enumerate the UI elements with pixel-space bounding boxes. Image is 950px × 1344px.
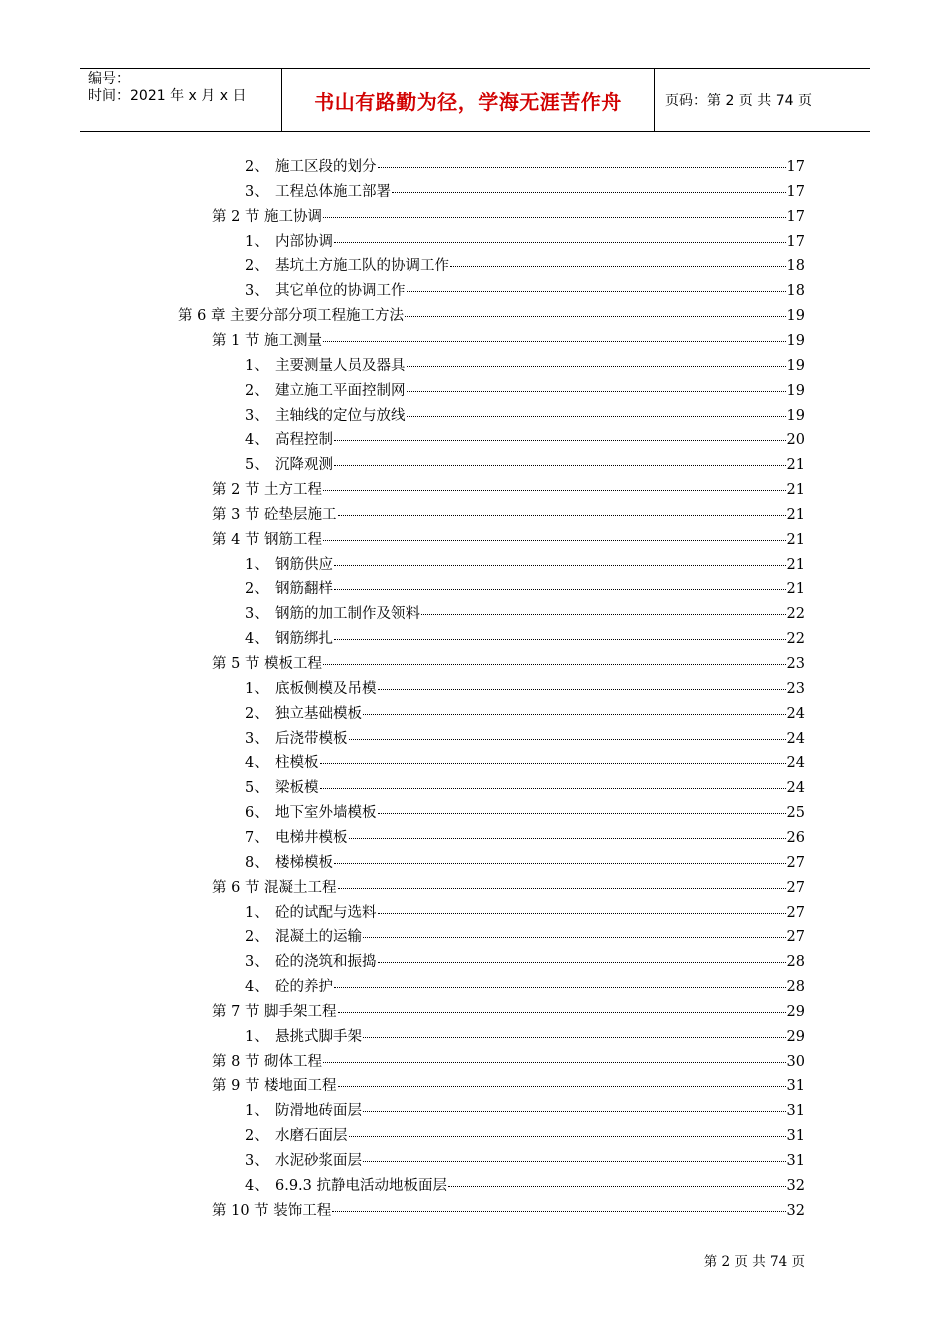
dot-leader	[405, 316, 785, 317]
toc-entry-title: 钢筋翻样	[275, 581, 333, 598]
toc-entry[interactable]	[212, 652, 805, 677]
toc-entry-page: 24	[786, 780, 805, 797]
toc-entry-page: 22	[786, 631, 805, 648]
toc-entry-title: 第 3 节 砼垫层施工	[212, 506, 337, 523]
toc-entry-number: 3、	[245, 407, 269, 424]
dot-leader	[320, 763, 786, 764]
toc-entry-number: 4、	[245, 979, 269, 996]
toc-entry-page: 17	[786, 233, 805, 250]
toc-entry-number: 1、	[245, 680, 269, 697]
dot-leader	[378, 962, 786, 963]
toc-entry-title: 6.9.3 抗静电活动地板面层	[275, 1177, 448, 1194]
page-footer: 第 2 页 共 74 页	[703, 1254, 805, 1270]
toc-entry-title: 电梯井模板	[275, 829, 348, 846]
dot-leader	[334, 565, 786, 566]
toc-entry-number: 1、	[245, 1103, 269, 1120]
toc-entry-page: 24	[786, 705, 805, 722]
toc-entry-title: 第 7 节 脚手架工程	[212, 1003, 337, 1020]
dot-leader	[334, 987, 786, 988]
toc-entry-page: 28	[786, 954, 805, 971]
toc-entry-title: 基坑土方施工队的协调工作	[275, 258, 449, 275]
toc-entry-page: 23	[786, 656, 805, 672]
toc-entry[interactable]	[212, 1074, 805, 1099]
toc-entry-page: 18	[786, 258, 805, 275]
toc-entry-page: 19	[786, 357, 805, 374]
toc-entry[interactable]	[245, 354, 805, 379]
toc-entry[interactable]	[245, 404, 805, 429]
toc-entry-page: 22	[786, 606, 805, 623]
dot-leader	[338, 515, 786, 516]
dot-leader	[378, 167, 786, 168]
toc-entry-number: 3、	[245, 954, 269, 971]
toc-entry-number: 1、	[245, 556, 269, 573]
toc-entry[interactable]	[212, 876, 805, 901]
toc-entry-number: 8、	[245, 854, 269, 871]
toc-entry-number: 3、	[245, 183, 269, 200]
toc-entry-number: 3、	[245, 606, 269, 623]
toc-entry[interactable]	[245, 279, 805, 304]
toc-entry[interactable]	[245, 453, 805, 478]
toc-entry-page: 32	[786, 1202, 805, 1219]
dot-leader	[363, 1161, 786, 1162]
toc-entry[interactable]	[245, 826, 805, 851]
toc-entry-number: 5、	[245, 457, 269, 474]
toc-entry-title: 柱模板	[275, 755, 319, 772]
toc-entry-page: 21	[786, 457, 805, 474]
toc-entry-page: 27	[786, 929, 805, 946]
toc-entry-page: 17	[786, 208, 805, 225]
toc-entry[interactable]	[245, 1174, 805, 1199]
toc-entry-number: 1、	[245, 357, 269, 374]
toc-entry-title: 钢筋供应	[275, 556, 333, 573]
toc-entry-number: 2、	[245, 581, 269, 598]
toc-entry[interactable]	[212, 205, 805, 230]
toc-entry[interactable]	[245, 155, 805, 180]
dot-leader	[392, 192, 786, 193]
toc-entry-title: 第 2 节 土方工程	[212, 482, 323, 499]
toc-entry-page: 31	[786, 1128, 805, 1145]
dot-leader	[421, 614, 786, 615]
toc-entry-page: 31	[786, 1153, 805, 1169]
dot-leader	[349, 1136, 786, 1137]
toc-entry[interactable]	[245, 677, 805, 702]
header-motto: 书山有路勤为径，学海无涯苦作舟	[282, 69, 655, 131]
toc-entry-page: 19	[786, 332, 805, 349]
toc-entry[interactable]	[245, 577, 805, 602]
toc-entry[interactable]	[212, 528, 805, 553]
toc-entry-title: 施工区段的划分	[275, 159, 377, 175]
toc-entry-title: 主要测量人员及器具	[275, 357, 406, 374]
toc-entry-title: 水泥砂浆面层	[275, 1153, 362, 1169]
toc-entry[interactable]	[212, 1050, 805, 1075]
toc-entry-title: 第 6 节 混凝土工程	[212, 879, 337, 896]
dot-leader	[323, 540, 785, 541]
toc-entry-page: 25	[786, 805, 805, 822]
toc-entry-page: 31	[786, 1103, 805, 1120]
toc-entry-title: 第 1 节 施工测量	[212, 332, 323, 349]
toc-entry-title: 水磨石面层	[275, 1128, 348, 1145]
toc-entry-title: 第 9 节 楼地面工程	[212, 1078, 337, 1095]
toc-entry-page: 21	[786, 506, 805, 523]
toc-entry-title: 独立基础模板	[275, 705, 362, 722]
toc-entry[interactable]	[245, 379, 805, 404]
toc-entry-number: 4、	[245, 631, 269, 648]
toc-entry-title: 砼的养护	[275, 979, 333, 996]
toc-entry[interactable]	[212, 1199, 805, 1224]
dot-leader	[363, 937, 786, 938]
toc-entry-page: 30	[786, 1053, 805, 1070]
dot-leader	[320, 788, 786, 789]
toc-entry-title: 第 5 节 模板工程	[212, 656, 323, 672]
time-label: 时间：2021 年 x 月 x 日	[88, 88, 247, 104]
toc-entry-number: 3、	[245, 730, 269, 747]
dot-leader	[323, 664, 785, 665]
toc-entry-title: 第 4 节 钢筋工程	[212, 531, 323, 548]
toc-entry-title: 第 2 节 施工协调	[212, 208, 323, 225]
toc-entry-page: 19	[786, 407, 805, 424]
dot-leader	[334, 465, 786, 466]
dot-leader	[378, 913, 786, 914]
dot-leader	[334, 242, 786, 243]
toc-entry[interactable]	[212, 503, 805, 528]
dot-leader	[332, 1211, 785, 1212]
toc-entry-page: 24	[786, 730, 805, 747]
toc-entry-page: 27	[786, 854, 805, 871]
toc-entry-title: 防滑地砖面层	[275, 1103, 362, 1120]
dot-leader	[349, 838, 786, 839]
toc-entry-number: 2、	[245, 159, 269, 175]
toc-entry-title: 楼梯模板	[275, 854, 333, 871]
dot-leader	[407, 291, 786, 292]
toc-entry[interactable]	[245, 727, 805, 752]
toc-entry-number: 4、	[245, 1177, 269, 1194]
toc-entry-page: 19	[786, 308, 805, 325]
toc-entry[interactable]	[245, 925, 805, 950]
toc-entry-page: 21	[786, 482, 805, 499]
dot-leader	[323, 490, 785, 491]
toc-entry-number: 6、	[245, 805, 269, 822]
toc-entry-title: 第 6 章 主要分部分项工程施工方法	[178, 308, 405, 325]
toc-entry-page: 32	[786, 1177, 805, 1194]
toc-entry-title: 钢筋的加工制作及领料	[275, 606, 420, 623]
toc-entry-title: 地下室外墙模板	[275, 805, 377, 822]
toc-entry-title: 工程总体施工部署	[275, 183, 391, 200]
dot-leader	[338, 1086, 786, 1087]
dot-leader	[323, 1062, 785, 1063]
toc-entry-title: 砼的试配与选料	[275, 904, 377, 921]
toc-entry[interactable]	[245, 254, 805, 279]
toc-entry[interactable]	[245, 776, 805, 801]
toc-entry-page: 18	[786, 283, 805, 300]
dot-leader	[334, 440, 786, 441]
dot-leader	[338, 1012, 786, 1013]
dot-leader	[407, 416, 786, 417]
toc-entry-page: 26	[786, 829, 805, 846]
toc-entry-page: 27	[786, 879, 805, 896]
toc-entry[interactable]	[245, 801, 805, 826]
dot-leader	[378, 813, 786, 814]
toc-entry-number: 2、	[245, 929, 269, 946]
toc-entry-page: 31	[786, 1078, 805, 1095]
dot-leader	[323, 217, 785, 218]
toc-entry-number: 1、	[245, 904, 269, 921]
toc-entry-title: 第 10 节 装饰工程	[212, 1202, 332, 1219]
toc-entry[interactable]	[245, 1124, 805, 1149]
toc-entry-page: 21	[786, 531, 805, 548]
toc-entry-number: 3、	[245, 1153, 269, 1169]
toc-entry[interactable]	[245, 230, 805, 255]
dot-leader	[407, 391, 786, 392]
dot-leader	[363, 714, 786, 715]
toc-entry[interactable]	[245, 1149, 805, 1174]
toc-entry-number: 1、	[245, 1028, 269, 1045]
toc-entry-number: 4、	[245, 432, 269, 449]
toc-entry-page: 17	[786, 183, 805, 200]
toc-entry-page: 21	[786, 556, 805, 573]
toc-entry-number: 3、	[245, 283, 269, 300]
toc-entry-page: 21	[786, 581, 805, 598]
toc-entry-number: 4、	[245, 755, 269, 772]
toc-entry-title: 沉降观测	[275, 457, 333, 474]
toc-entry[interactable]	[245, 702, 805, 727]
toc-entry-page: 29	[786, 1028, 805, 1045]
toc-entry[interactable]	[212, 329, 805, 354]
toc-entry-title: 砼的浇筑和振捣	[275, 954, 377, 971]
toc-entry[interactable]	[245, 428, 805, 453]
toc-entry-page: 24	[786, 755, 805, 772]
dot-leader	[407, 366, 786, 367]
header-page-label: 页码：第 2 页 共 74 页	[665, 93, 812, 109]
toc-entry[interactable]	[245, 180, 805, 205]
toc-entry-page: 29	[786, 1003, 805, 1020]
dot-leader	[349, 739, 786, 740]
toc-entry-number: 2、	[245, 705, 269, 722]
toc-entry[interactable]	[245, 602, 805, 627]
toc-entry-number: 1、	[245, 233, 269, 250]
toc-entry[interactable]	[212, 1000, 805, 1025]
toc-entry-title: 混凝土的运输	[275, 929, 362, 946]
toc-entry-number: 2、	[245, 1128, 269, 1145]
toc-entry-title: 钢筋绑扎	[275, 631, 333, 648]
dot-leader	[334, 639, 786, 640]
dot-leader	[450, 266, 786, 267]
toc-entry-title: 后浇带模板	[275, 730, 348, 747]
dot-leader	[363, 1037, 786, 1038]
toc-entry[interactable]	[245, 1025, 805, 1050]
toc-entry-title: 底板侧模及吊模	[275, 680, 377, 697]
toc-entry-number: 7、	[245, 829, 269, 846]
toc-entry-page: 19	[786, 382, 805, 399]
dot-leader	[378, 689, 786, 690]
number-label: 编号：	[88, 71, 130, 87]
toc-entry-title: 主轴线的定位与放线	[275, 407, 406, 424]
dot-leader	[334, 589, 786, 590]
toc-entry-number: 2、	[245, 258, 269, 275]
dot-leader	[323, 341, 785, 342]
toc-entry[interactable]	[245, 627, 805, 652]
toc-entry[interactable]	[245, 553, 805, 578]
dot-leader	[448, 1186, 786, 1187]
toc-entry[interactable]	[245, 901, 805, 926]
toc-entry-title: 梁板模	[275, 780, 319, 797]
dot-leader	[363, 1111, 786, 1112]
toc-entry[interactable]	[212, 478, 805, 503]
toc-entry-title: 第 8 节 砌体工程	[212, 1053, 323, 1070]
toc-entry-page: 17	[786, 159, 805, 175]
toc-entry[interactable]	[245, 1099, 805, 1124]
toc-entry-page: 28	[786, 979, 805, 996]
toc-entry-page: 27	[786, 904, 805, 921]
toc-entry-title: 建立施工平面控制网	[275, 382, 406, 399]
toc-entry-page: 20	[786, 432, 805, 449]
toc-entry-title: 其它单位的协调工作	[275, 283, 406, 300]
toc-entry-title: 内部协调	[275, 233, 333, 250]
dot-leader	[338, 888, 786, 889]
toc-entry-title: 悬挑式脚手架	[275, 1028, 362, 1045]
toc-entry-number: 5、	[245, 780, 269, 797]
toc-entry-number: 2、	[245, 382, 269, 399]
toc-entry-page: 23	[786, 680, 805, 697]
toc-entry[interactable]	[245, 975, 805, 1000]
toc-entry[interactable]	[245, 751, 805, 776]
header-meta	[80, 69, 282, 131]
toc-entry[interactable]	[245, 950, 805, 975]
toc-entry[interactable]	[178, 304, 805, 329]
page-header	[80, 68, 870, 132]
dot-leader	[334, 863, 786, 864]
toc-entry[interactable]	[245, 851, 805, 876]
toc-entry-title: 高程控制	[275, 432, 333, 449]
